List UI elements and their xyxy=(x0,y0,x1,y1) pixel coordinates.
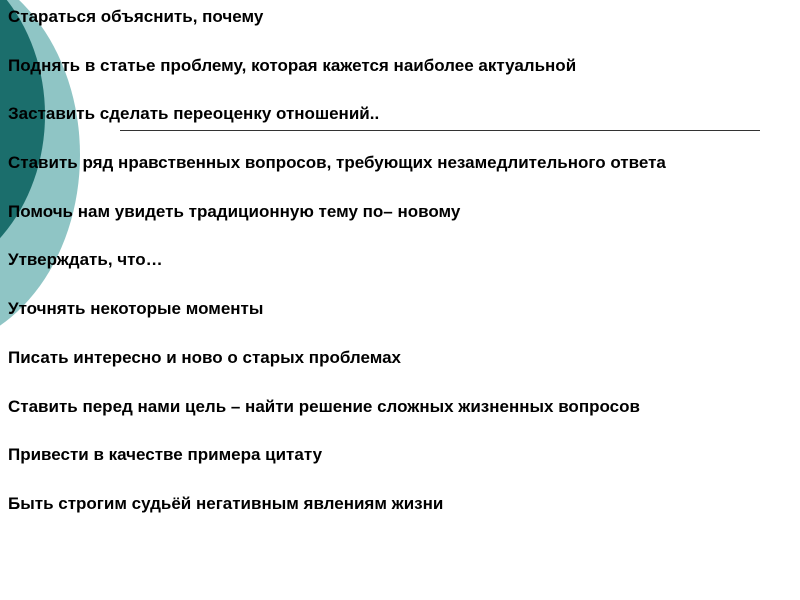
statement-list xyxy=(8,7,666,543)
statement-line: Ставить перед нами цель – найти решение сложных жизненных вопросов xyxy=(8,396,640,416)
statement-line: Быть строгим судьёй негативным явлениям жизни xyxy=(8,493,444,513)
statement-line: Писать интересно и ново о старых проблемах xyxy=(8,347,401,367)
statement-line: Ставить ряд нравственных вопросов, требующих незамедлительного ответа xyxy=(8,153,666,173)
statement-line: Привести в качестве примера цитату xyxy=(8,445,323,465)
statement-line: Помочь нам увидеть традиционную тему по– новому xyxy=(8,201,461,221)
statement-line: Утверждать, что… xyxy=(8,250,163,270)
statement-line: Уточнять некоторые моменты xyxy=(8,299,264,319)
statement-line: Заставить сделать переоценку отношений.. xyxy=(8,104,380,124)
statement-line: Стараться объяснить, почему xyxy=(8,7,264,26)
statement-line: Поднять в статье проблему, которая кажется наиболее актуальной xyxy=(8,55,577,75)
